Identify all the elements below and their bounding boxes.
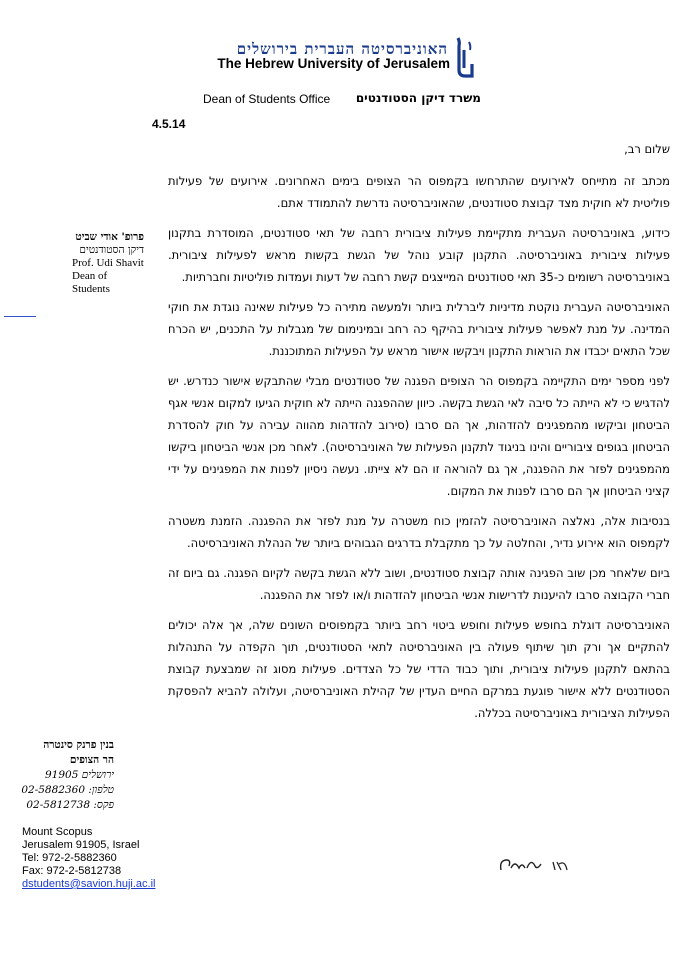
sidebar-divider	[4, 316, 36, 317]
letter-paragraph: האוניברסיטה העברית נוקטת מדיניות ליברלית ביותר ולמעשה מתירה כל פעילות שאינה נוגדת את חוקי המדינה. על מנת לאפשר פעילות ציבורית בהיקף כה רחב ובמינימום של מגבלות על התכנים, יש הכרח שכל התאים יכבדו את הוראות התקנון ויבקשו אישור מראש על הפעילות המתוכננת.	[168, 300, 670, 358]
address-en-line: Tel: 972-2-5882360	[22, 852, 117, 864]
letter-paragraph: כידוע, באוניברסיטה העברית מתקיימת פעילות ציבורית רחבה של תאי סטודנטים, המוסדרת בתקנון פעילות ציבורית באוניברסיטה. התקנון קובע נוהל של הגשת בקשות מראש לפעילות ציבורית. באוניברסיטה רשומים כ-35 תאי סטודנטים המייצגים קשת רחבה של דעות ועמדות פוליטיות וחברתיות.	[168, 226, 670, 284]
dean-info	[4, 231, 144, 296]
handwritten-signature	[495, 850, 585, 880]
letter-date: 4.5.14	[152, 117, 186, 131]
dean-title-en: Dean of Students	[72, 270, 110, 295]
address-en	[22, 826, 155, 891]
address-en-line: Mount Scopus	[22, 826, 93, 838]
hebrew-university-name-he: האוניברסיטה העברית בירושלים	[236, 40, 448, 58]
dean-name-he: פרופ' אודי שביט	[75, 231, 144, 243]
letter-paragraph: מכתב זה מתייחס לאירועים שהתרחשו בקמפוס הר הצופים בימים האחרונים. אירועים של פעילות פוליטית לא חוקית מצד קבוצת סטודנטים, שהאוניברסיטה נדרשת להתמודד אתם.	[168, 174, 670, 210]
address-en-line: Fax: 972-2-5812738	[22, 865, 122, 877]
address-en-line: Jerusalem 91905, Israel	[22, 839, 140, 851]
letter-greeting: שלום רב,	[624, 142, 670, 156]
address-he	[18, 738, 114, 813]
address-he-line: הר הצופים	[69, 754, 114, 766]
office-name-en: Dean of Students Office	[203, 92, 331, 106]
office-name-he: משרד דיקן הסטודנטים	[355, 91, 481, 105]
address-he-line: בנין פרנק סינטרה	[43, 739, 114, 751]
letter-paragraph: לפני מספר ימים התקיימה בקמפוס הר הצופים הפגנה של סטודנטים מבלי שהתבקש אישור כנדרש. יש להדגיש כי לא הייתה כל סיבה לאי הגשת בקשה. כיוון שההפגנה הייתה לא חוקית הגיעו למקום אנשי אגף הביטחון וביקשו מהמפגינים להזדהות, אך הם סרבו (סירוב להזדהות מהווה עבירה על חוק להסדרת הביטחון בגופים ציבוריים והינו בניגוד לתקנון הפעילות של האוניברסיטה). לאחר מכן אנשי הביטחון ביקשו מהמפגינים לפזר את ההפגנה, אך גם להוראה זו הם לא צייתו. נעשה ניסיון לפנות את המפגינים על ידי קציני הביטחון אך הם סרבו לפנות את המקום.	[168, 374, 670, 498]
letter-paragraph: בנסיבות אלה, נאלצה האוניברסיטה להזמין כוח משטרה על מנת לפזר את ההפגנה. הזמנת משטרה לקמפוס הוא אירוע נדיר, והחלטה על כך מתקבלת בדרגים הגבוהים ביותר של הנהלת האוניברסיטה.	[168, 514, 670, 550]
letter-body	[168, 133, 670, 732]
address-he-line: פקס: 02-5812738	[26, 799, 114, 811]
letter-paragraph: האוניברסיטה דוגלת בחופש פעילות וחופש ביטוי רחב ביותר בקמפוסים השונים שלה, אך אלה יכולים להתקיים אך ורק תוך שיתוף פעולה בין האוניברסיטה לתאי הסטודנטים, תוך הקפדה על התנהלות בהתאם לתקנון פעילות ציבורית, ותוך כבוד הדדי של כל הצדדים. פעילות מסוג זה שמבצעת קבוצת הסטודנטים ללא אישור פוגעת במרקם החיים העדין של קהילת האוניברסיטה, ועלולה להביא להפסקת הפעילות הציבורית באוניברסיטה בכללה.	[168, 618, 670, 720]
dean-title-he: דיקן הסטודנטים	[79, 244, 144, 256]
hebrew-university-name-en: The Hebrew University of Jerusalem	[217, 56, 450, 71]
dean-name-en: Prof. Udi Shavit	[72, 257, 144, 269]
hebrew-university-logo-icon	[454, 36, 476, 80]
address-he-line: ירושלים 91905	[45, 769, 114, 781]
address-he-line: טלפון: 02-5882360	[21, 784, 114, 796]
email-link[interactable]: dstudents@savion.huji.ac.il	[22, 878, 156, 890]
letter-paragraph: ביום שלאחר מכן שוב הפגינה אותה קבוצת סטודנטים, ושוב ללא הגשת בקשה לקיום הפגנה. גם ביום זה חברי הקבוצה סרבו להיענות לדרישות אנשי הביטחון להזדהות ו/או לפזר את ההפגנה.	[168, 566, 670, 602]
